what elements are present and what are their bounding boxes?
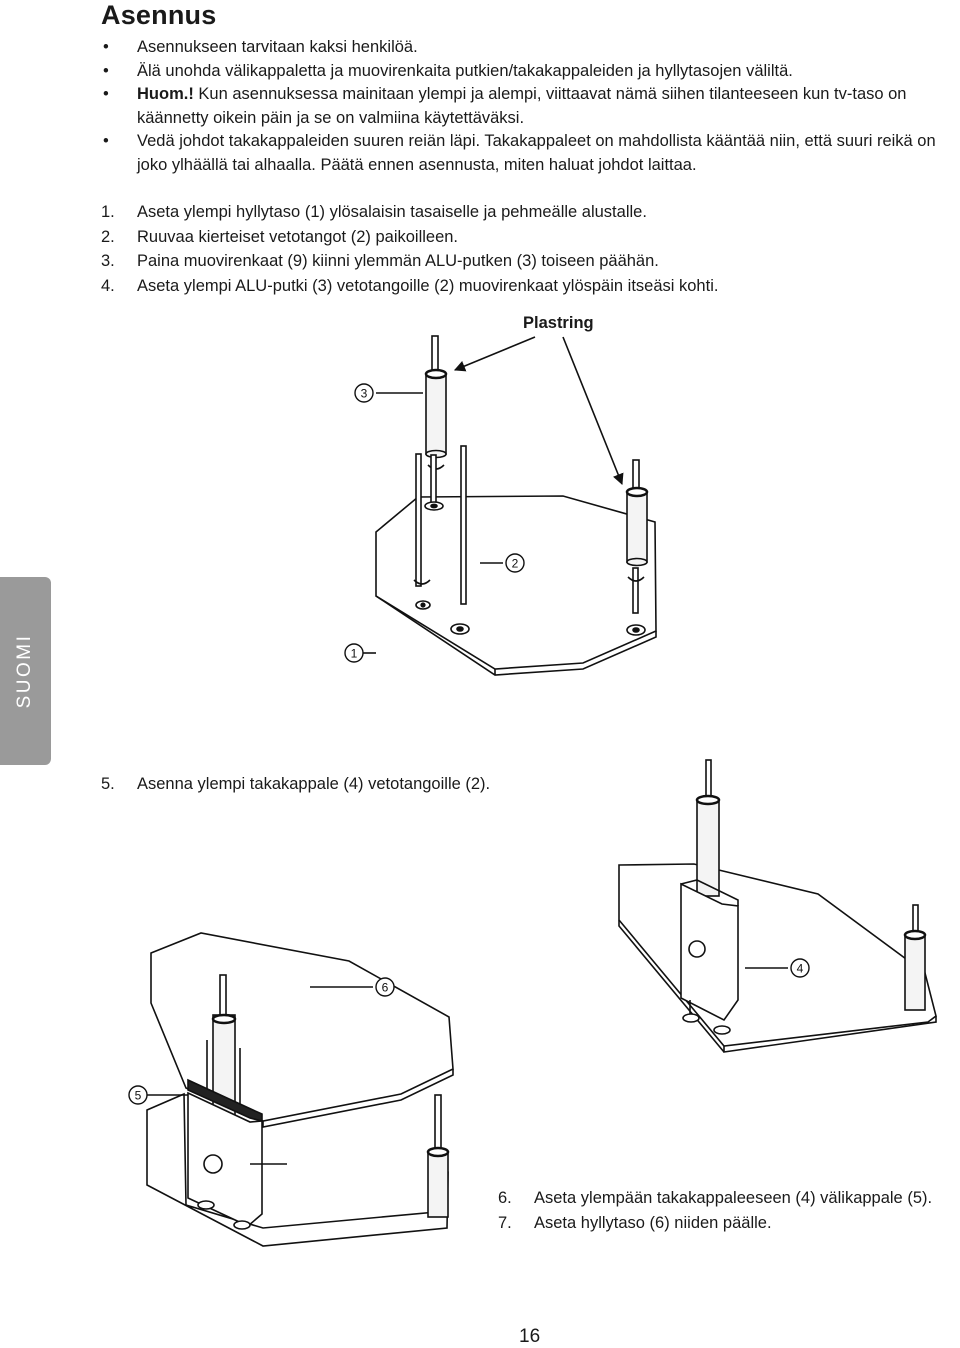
step-number: 3.	[101, 252, 115, 271]
step-number: 4.	[101, 276, 115, 295]
svg-text:6: 6	[381, 980, 389, 995]
svg-text:2: 2	[511, 556, 519, 571]
svg-text:1: 1	[350, 646, 358, 661]
callout-3	[355, 384, 373, 402]
step-text: Aseta ylempi hyllytaso (1) ylösalaisin tasaiselle ja pehmeälle alustalle.	[137, 203, 647, 221]
steps-list-right	[498, 1186, 932, 1235]
step-text: Paina muovirenkaat (9) kiinni ylemmän ALU-putken (3) toiseen päähän.	[137, 252, 659, 271]
step-text: Aseta ylempään takakappaleeseen (4) välikappale (5).	[534, 1189, 933, 1207]
plastring-arrow-right	[563, 337, 622, 484]
step-item	[498, 1186, 932, 1211]
plastring-label: Plastring	[523, 314, 594, 332]
svg-text:5: 5	[134, 1088, 142, 1103]
shelf-plate	[619, 864, 936, 1046]
step-number: 5.	[101, 775, 115, 793]
diagram-step-6-7	[147, 933, 453, 1246]
step-item	[101, 775, 490, 794]
page-number: 16	[519, 1326, 541, 1347]
plastring-arrow-left	[455, 337, 535, 370]
step-text: Asenna ylempi takakappale (4) vetotangoille (2).	[137, 775, 491, 793]
note-strong: Huom.!	[137, 85, 194, 103]
language-tab-label: SUOMI	[14, 633, 35, 709]
note-text: Kun asennuksessa mainitaan ylempi ja alempi, viittaavat nämä siihen tilanteeseen kun tv-taso on käännetty oikein päin ja se on valmiina käytettäväksi.	[137, 85, 907, 127]
diagram-step-5	[619, 760, 936, 1052]
callout-2	[506, 554, 524, 572]
diagram-step-1-4	[362, 336, 656, 675]
step-text: Aseta hyllytaso (6) niiden päälle.	[534, 1213, 772, 1232]
note-text: Asennukseen tarvitaan kaksi henkilöä.	[137, 38, 418, 56]
callout-5	[129, 1086, 147, 1104]
callout-4	[791, 959, 809, 977]
callout-1	[345, 644, 363, 662]
step-text: Ruuvaa kierteiset vetotangot (2) paikoilleen.	[137, 227, 459, 246]
step-item	[498, 1211, 932, 1236]
step-text: Aseta ylempi ALU-putki (3) vetotangoille (2) muovirenkaat ylöspäin itseäsi kohti.	[137, 276, 719, 295]
step-number: 6.	[498, 1189, 512, 1207]
language-tab	[0, 577, 51, 765]
svg-text:4: 4	[796, 961, 804, 976]
callout-6	[376, 978, 394, 996]
alu-tube	[627, 460, 647, 581]
step-number: 7.	[498, 1213, 512, 1232]
note-text: Älä unohda välikappaletta ja muovirenkaita putkien/takakappaleiden ja hyllytasojen väliltä.	[137, 61, 793, 80]
svg-text:3: 3	[360, 386, 368, 401]
note-text: Vedä johdot takakappaleiden suuren reiän läpi. Takakappaleet on mahdollista kääntää niin, että suuri reikä on joko ylhäällä tai alhaalla. Päätä ennen asennusta, miten haluat johdot laittaa.	[137, 132, 936, 174]
alu-tube	[426, 336, 446, 469]
page-title: Asennus	[101, 0, 217, 30]
step-number: 1.	[101, 203, 115, 221]
step-number: 2.	[101, 227, 115, 246]
